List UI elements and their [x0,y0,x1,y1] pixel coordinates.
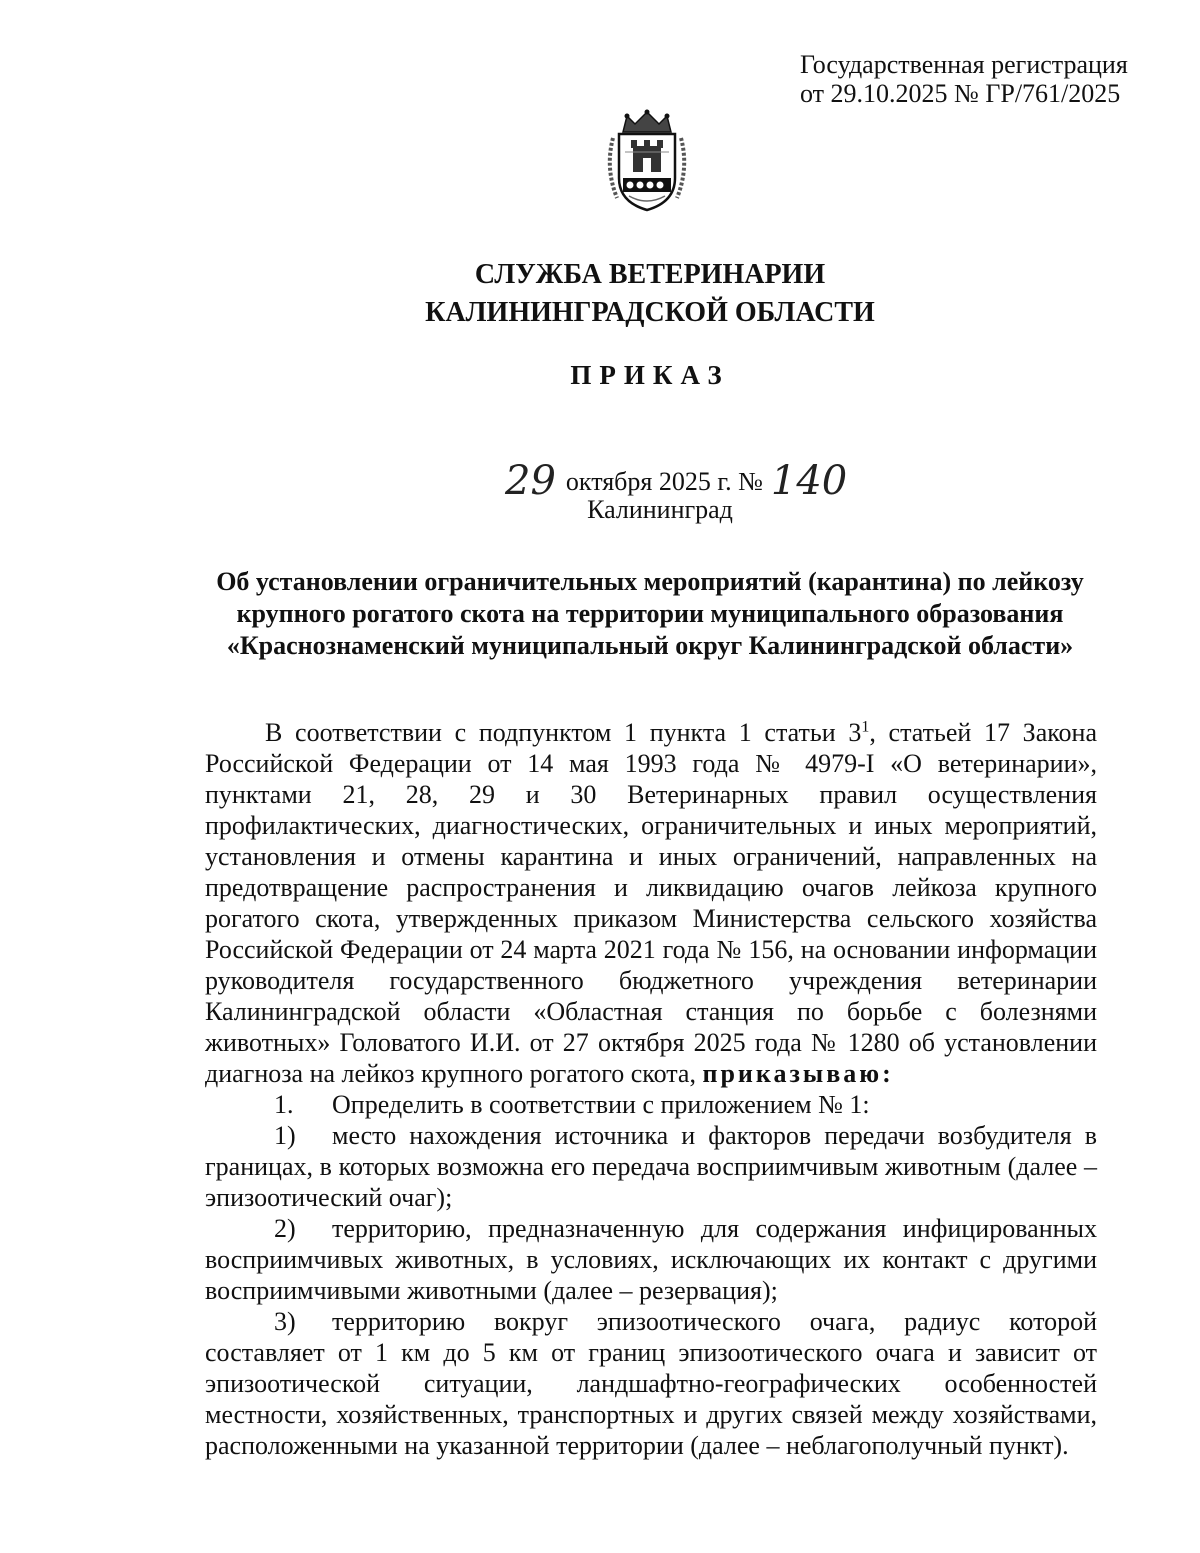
order-body [205,717,1097,1461]
order-title-line-3: «Краснознаменский муниципальный округ Калининградской области» [226,631,1074,660]
list-item-text: территорию, предназначенную для содержания инфицированных восприимчивых животных, в условиях, исключающих их контакт с другими восприимчивыми животными (далее – резервация); [205,1214,1097,1305]
state-registration-stamp [800,50,1180,108]
list-item-number: 1) [274,1121,296,1150]
preamble-text-2: , статьей 17 Закона Российской Федерации от 14 мая 1993 года № 4979-I «О ветеринарии», пунктами 21, 28, 29 и 30 Ветеринарных правил осуществления профилактических, диагностических, ограничительных и иных мероприятий, установления и отмены карантина и иных ограничений, направленных на предотвращение распространения и ликвидацию очагов лейкоза крупного рогатого скота, утвержденных приказом Министерства сельского хозяйства Российской Федерации от 24 марта 2021 года № 156, на основании информации руководителя государственного бюджетного учреждения ветеринарии Калининградской области «Областная станция по борьбе с болезнями животных» Головатого И.И. от 27 октября 2025 года № 1280 об установлении диагноза на лейкоз крупного рогатого скота, [205,718,1097,1088]
handwritten-day: 29 [505,458,556,504]
document-type-heading: ПРИКАЗ [570,360,730,390]
list-item-text: Определить в соответствии с приложением № 1: [332,1090,870,1119]
agency-name-line-1: СЛУЖБА ВЕТЕРИНАРИИ [474,259,826,290]
order-month-year: октября 2025 г. № [565,467,763,496]
list-item [205,1089,1097,1120]
agency-name [200,256,1100,332]
order-title-line-2: крупного рогатого скота на территории муниципального образования [236,599,1064,628]
order-title [200,566,1100,662]
registration-line-1: Государственная регистрация [800,50,1128,79]
kaliningrad-region-coat-of-arms-icon [603,108,691,216]
preamble-superscript: 1 [861,718,870,736]
order-title-line-1: Об установлении ограничительных мероприятий (карантина) по лейкозу [216,567,1084,596]
list-item-text: место нахождения источника и факторов передачи возбудителя в границах, в которых возможна его передача восприимчивым животным (далее – эпизоотический очаг); [205,1121,1097,1212]
preamble-paragraph [205,717,1097,1089]
list-item-number: 3) [274,1307,296,1336]
handwritten-order-number: 140 [770,458,848,504]
order-city: Калининград [587,495,733,524]
list-item [205,1120,1097,1213]
list-item [205,1213,1097,1306]
list-item [205,1306,1097,1461]
list-item-number: 2) [274,1214,296,1243]
registration-line-2: от 29.10.2025 № ГР/761/2025 [800,79,1121,108]
list-item-text: территорию вокруг эпизоотического очага, радиус которой составляет от 1 км до 5 км от границ эпизоотического очага и зависит от эпизоотической ситуации, ландшафтно-географических особенностей местности, хозяйственных, транспортных и других связей между хозяйствами, расположенными на указанной территории (далее – неблагополучный пункт). [205,1307,1097,1460]
preamble-command-word: приказываю: [702,1059,894,1088]
preamble-text-1: В соответствии с подпунктом 1 пункта 1 статьи 3 [265,718,862,747]
list-item-number: 1. [274,1090,294,1119]
agency-name-line-2: КАЛИНИНГРАДСКОЙ ОБЛАСТИ [425,297,875,328]
